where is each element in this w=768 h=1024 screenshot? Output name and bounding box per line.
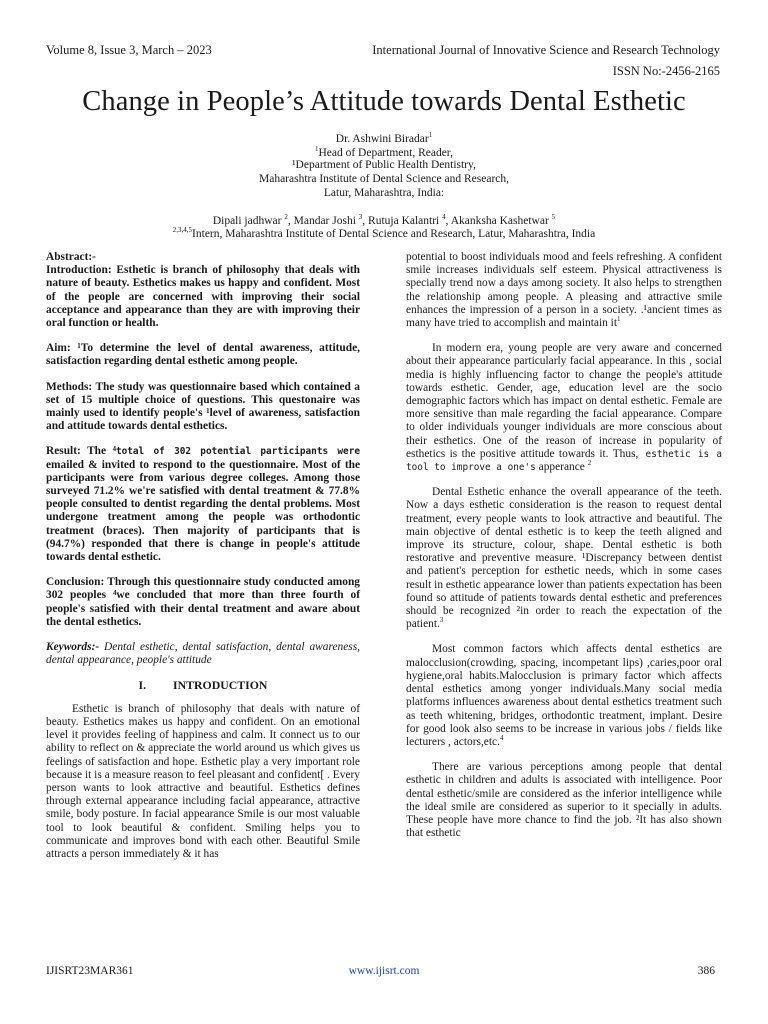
volume-info: Volume 8, Issue 3, March – 2023 — [46, 43, 212, 57]
right-column — [406, 251, 722, 852]
right-p2-sup: 2 — [587, 459, 592, 468]
right-p4-text: Most common factors which affects dental esthetics are malocclusion(crowding, spacing, incompetant lips) ,caries,poor oral hygiene,oral habits.Malocclusion is primary factor which affects dental esthetics among yonger individuals.Many social media platforms influences awareness about dental esthetics treatment such as teeth whitening, bridges, orthodontic treatment, implant. Desire for good look also seems to be increase in various jobs / fields like lecturers , actors,etc. — [406, 643, 722, 748]
abstract-introduction: Introduction: Esthetic is branch of philosophy that deals with nature of beauty. Esthetics makes us happy and confident. Most of the people are concerned with improving their social acceptance and appearance than they are with improving their oral function or health. — [46, 264, 360, 330]
result-mono: total of 302 potential participants were — [115, 446, 360, 458]
intern-sup: 2,3,4,5 — [172, 226, 193, 234]
right-p3-text: Dental Esthetic enhance the overall appearance of the teeth. Now a days esthetic consideration is the reason to request dental treatment, every people wants to look attractive and beautiful. The main objective of dental esthetic is to keep the teeth aligned and improve its structure, colour, shape. Dental esthetic is both restorative and preventive measure. ¹Discrepancy between dentist and patient's perception for esthetic needs, which in some cases result in esthetic appearance lower than patients expectation has been found so attitude of patients towards dental esthetic and preferences should be recognized ²in order to reach the expectation of the patient. — [406, 486, 722, 631]
right-paragraph-5: There are various perceptions among people that dental esthetic in children and adults is associated with intelligence. Poor dental esthetic/smile are considered as the inferior intelligence while the ideal smile are considered as superior to it specially in adults. These people have more chance to find the job. ²It has also shown that esthetic — [406, 761, 722, 840]
affiliation-3: Maharashtra Institute of Dental Science and Research, — [258, 173, 510, 185]
paper-title: Change in People’s Attitude towards Dental Esthetic — [82, 86, 686, 117]
right-paragraph-4 — [406, 643, 722, 749]
right-p2-mono: esthetic is a tool to improve a one's — [406, 448, 723, 474]
right-p1-text: potential to boost individuals mood and feels refreshing. A confident smile increases individuals self esteem. Physical attractiveness is specially trend now a days among society. It also helps to strengthen the relationship among people. A pleasing and attractive smile enhances the impression of a person in a society. .¹ancient times as many have tried to accomplish and maintain it — [406, 251, 722, 330]
section-number: I. — [138, 678, 147, 693]
right-paragraph-1 — [406, 251, 722, 330]
main-author-sup: 1 — [428, 131, 433, 139]
journal-name: International Journal of Innovative Science and Research Technology — [372, 43, 720, 57]
coauthor-2-sup: 3 — [358, 213, 363, 221]
coauthor-4: Akanksha Kashetwar — [450, 214, 549, 227]
section-heading — [46, 679, 360, 692]
coauthor-1-sup: 2 — [284, 213, 288, 221]
keywords — [46, 641, 360, 667]
aff1-sup: 1 — [314, 145, 319, 153]
intern-aff-text: Intern, Maharashtra Institute of Dental Science and Research, Latur, Maharashtra, India — [192, 227, 596, 240]
website-link[interactable]: www.ijisrt.com — [348, 965, 420, 977]
result-lead: Result: The ⁴ — [46, 445, 116, 458]
coauthor-3: Rutuja Kalantri — [368, 214, 440, 227]
affiliation-2: ¹Department of Public Health Dentistry, — [292, 159, 476, 171]
abstract-aim: Aim: ¹To determine the level of dental awareness, attitude, satisfaction regarding dental esthetic among people. — [46, 342, 360, 368]
intro-paragraph-1: Esthetic is branch of philosophy that deals with nature of beauty. Esthetics makes us happy and confident. On an emotional level it provides feeling of happiness and calm. It connect us to our ability to reflect on & appreciate the world around us which gives us feelings of satisfaction and hope. Esthetic play a very important role because it is a measure reason to feel pleasant and confident[ . Every person wants to look attractive and beautiful. Esthetics defines through external appearance including facial appearance, attractive smile, body posture. In facial appearance Smile is our most valuable tool to look beautiful & confident. Smiling helps you to communicate and improves bond with each other. Beautiful Smile attracts a person immediately & it has — [46, 702, 360, 860]
affiliation-4: Latur, Maharashtra, India: — [323, 187, 445, 199]
left-column — [46, 251, 360, 873]
right-paragraph-3 — [406, 486, 722, 631]
page-number: 386 — [697, 965, 715, 977]
coauthor-2: Mandar Joshi — [293, 214, 356, 227]
right-p3-sup: 3 — [439, 616, 444, 625]
result-rest: emailed & invited to respond to the questionnaire. Most of the participants were from various degree colleges. Among those surveyed 71.2% we're satisfied with dental treatment & 77.8% people consulted to dentist regarding the dental problems. Most undergone treatment among the people was orthodontic treatment (braces). Then majority of participants that is (94.7%) responded that there is change in people's attitude towards dental esthetic. — [46, 458, 360, 564]
aff1-text: Head of Department, Reader, — [318, 146, 454, 159]
right-p1-sup: 1 — [616, 315, 621, 324]
right-p2-text: In modern era, young people are very aware and concerned about their appearance particularly facial appearance. In this , social media is highly influencing factor to change the people's attitude towards esthetic. Gender, age, education level are the socio demographic factors which has impact on dental esthetic. Female are more sensitive than male regarding the facial appearance. Compare to older individuals younger individuals are more conscious about their esthetics. One of the reason of increase in popularity of esthetics is the positive attitude towards it. Thus, — [406, 342, 722, 460]
abstract-result — [46, 445, 360, 564]
coauthor-1: Dipali jadhwar — [212, 214, 282, 227]
abstract-conclusion: Conclusion: Through this questionnaire study conducted among 302 peoples ⁴we concluded that more than three fourth of people's satisfied with their dental treatment and aware about the dental esthetics. — [46, 576, 360, 628]
main-author-name: Dr. Ashwini Biradar — [335, 132, 429, 145]
abstract-heading: Abstract:- — [46, 251, 96, 263]
paper-id: IJISRT23MAR361 — [46, 965, 134, 977]
keywords-label: Keywords:- — [46, 641, 100, 654]
abstract-methods: Methods: The study was questionnaire based which contained a set of 15 multiple choice of questions. This questonaire was mainly used to identify people's ¹level of awareness, satisfaction and attitude towards dental esthetics. — [46, 380, 360, 433]
coauthor-4-sup: 5 — [551, 213, 556, 221]
coauthor-line: Dipali jadhwar $^2$, Mandar Joshi $^3$, Rutuja Kalantri $^4$, Akanksha Kashetwar $^5$ — [212, 213, 556, 227]
right-paragraph-2 — [406, 342, 722, 474]
keywords-text: Dental esthetic, dental satisfaction, dental awareness, dental appearance, people's attitude — [46, 641, 360, 667]
right-p2-end: apperance — [535, 461, 585, 474]
section-title: INTRODUCTION — [173, 678, 268, 693]
intern-affiliation — [0, 223, 768, 241]
coauthor-3-sup: 4 — [442, 213, 446, 221]
issn: ISSN No:-2456-2165 — [612, 64, 720, 78]
right-p4-sup: 4 — [499, 734, 504, 743]
